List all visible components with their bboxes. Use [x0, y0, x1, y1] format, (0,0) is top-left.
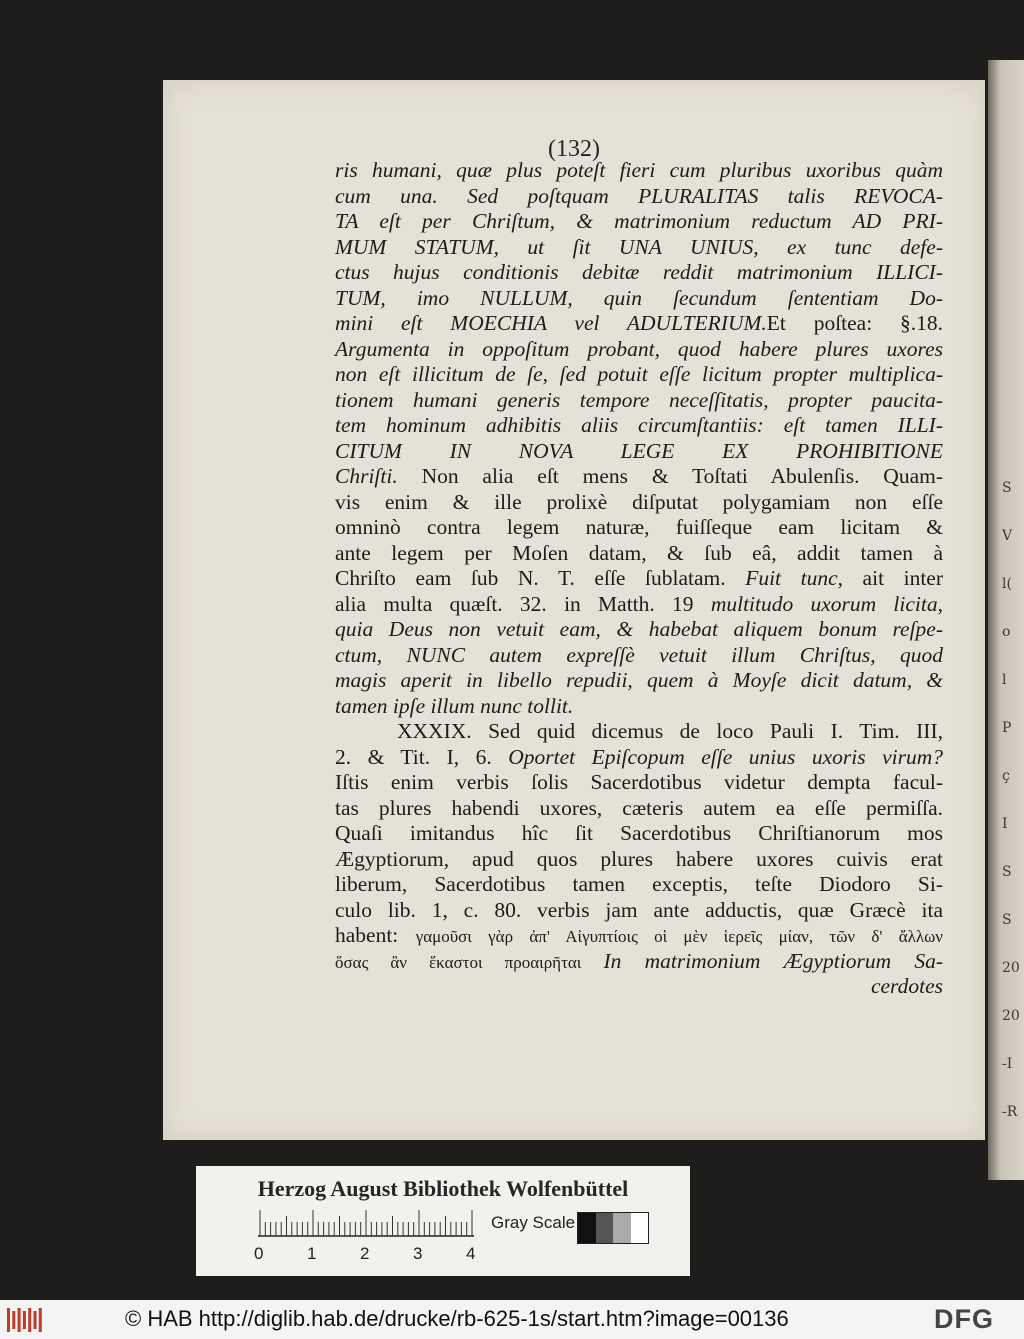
text-segment: tem hominum adhibitis aliis circumſtantiis: eſt tamen ILLI-: [335, 413, 943, 437]
text-segment: alia multa quæſt. 32. in Matth. 19: [335, 591, 711, 616]
color-reference-card: [196, 1166, 690, 1276]
logo-bar: [28, 1308, 31, 1332]
text-segment: γαμοῦσι γὰρ ἀπ' Αἰγυπτίοις οἱ μὲν ἱερεῖς μίαν, τῶν δ' ἄλλων: [415, 927, 943, 946]
adjacent-page-fragment: I: [1002, 816, 1008, 832]
text-line: [335, 668, 943, 694]
text-line: [335, 592, 943, 618]
text-segment: Et poſtea: §.18.: [766, 311, 943, 335]
text-segment: , ait inter: [837, 566, 944, 590]
text-segment: Argumenta in oppoſitum probant, quod habere plures uxores: [335, 336, 943, 361]
logo-bar: [34, 1311, 37, 1329]
adjacent-page-fragment: 20: [1002, 1008, 1020, 1024]
ruler-labels: [254, 1244, 484, 1264]
text-segment: Oportet Epiſcopum eſſe unius uxoris virum?: [508, 744, 943, 769]
text-segment: 2. & Tit. I, 6.: [335, 744, 509, 769]
adjacent-page-fragment: l: [1002, 672, 1007, 688]
text-segment: Ægyptiorum, apud quos plures habere uxores cuivis erat: [335, 846, 943, 871]
text-segment: ante legem per Moſen datam, & ſub eâ, addit tamen à: [335, 540, 943, 565]
text-line: [335, 464, 943, 490]
hab-logo-icon: [6, 1307, 44, 1333]
text-segment: Chriſti.: [335, 464, 398, 488]
text-segment: TUM, imo NULLUM, quin ſecundum ſententiam Do-: [335, 285, 943, 310]
text-line: [335, 413, 943, 439]
text-line: [335, 515, 943, 541]
text-segment: mini eſt MOECHIA vel ADULTERIUM.: [335, 311, 767, 335]
text-line: [335, 209, 943, 235]
text-line: [335, 923, 943, 949]
text-line: [335, 949, 943, 975]
text-segment: ctum, NUNC autem expreſſè vetuit illum Chriſtus, quod: [335, 642, 943, 667]
text-segment: TA eſt per Chriſtum, & matrimonium reductum AD PRI-: [335, 209, 943, 233]
logo-bar: [7, 1308, 10, 1332]
logo-bar: [39, 1308, 42, 1332]
text-segment: Quaſi imitandus hîc ſit Sacerdotibus Chriſtianorum mos: [335, 821, 943, 845]
text-line: [335, 362, 943, 388]
text-line: [335, 898, 943, 924]
text-segment: omninò contra legem naturæ, fuiſſeque eam licitam &: [335, 515, 943, 539]
adjacent-page-fragment: o: [1002, 624, 1011, 640]
ruler-label: 3: [413, 1244, 423, 1263]
adjacent-page-fragment: -R: [1002, 1104, 1018, 1120]
text-segment: tionem humani generis tempore neceſſitatis, propter paucita-: [335, 387, 943, 412]
text-line: [335, 872, 943, 898]
adjacent-page-edge: [988, 60, 1024, 1180]
text-segment: ctus hujus conditionis debitæ reddit matrimonium ILLICI-: [335, 260, 943, 284]
ruler-label: 2: [360, 1244, 370, 1263]
text-line: [335, 643, 943, 669]
adjacent-page-fragment: -I: [1002, 1056, 1013, 1072]
text-line: [335, 745, 943, 771]
adjacent-page-fragment: l(: [1002, 576, 1012, 592]
ruler-scale: [258, 1210, 474, 1238]
text-line: [335, 311, 943, 337]
adjacent-page-fragment: P: [1002, 720, 1012, 736]
dfg-logo: DFG: [934, 1304, 994, 1334]
text-line: [335, 184, 943, 210]
text-segment: liberum, Sacerdotibus tamen exceptis, teſte Diodoro Si-: [335, 872, 943, 896]
text-line: [335, 439, 943, 465]
text-segment: cerdotes: [870, 974, 943, 998]
copyright-url: © HAB http://diglib.hab.de/drucke/rb-625-1s/start.htm?image=00136: [125, 1306, 789, 1331]
adjacent-page-fragment: S: [1002, 864, 1012, 880]
text-segment: vis enim & ille prolixè diſputat polygamiam non eſſe: [335, 489, 943, 514]
ruler-label: 4: [466, 1244, 476, 1263]
text-segment: XXXIX. Sed quid dicemus de loco Pauli I. Tim. III,: [397, 719, 943, 743]
text-line: [335, 235, 943, 261]
text-segment: In matrimonium Ægyptiorum Sa-: [603, 948, 944, 973]
text-line: [335, 158, 943, 184]
text-segment: Fuit tunc: [745, 566, 838, 590]
adjacent-page-fragment: S: [1002, 912, 1012, 928]
ruler-label: 1: [307, 1244, 317, 1263]
text-segment: multitudo uxorum licita,: [710, 591, 943, 616]
text-segment: MUM STATUM, ut ſit UNA UNIUS, ex tunc defe-: [335, 234, 943, 259]
text-line: [335, 541, 943, 567]
text-segment: Iſtis enim verbis ſolis Sacerdotibus videtur dempta facul-: [335, 770, 943, 794]
text-line: [335, 388, 943, 414]
text-line: [335, 617, 943, 643]
ruler-label: 0: [254, 1244, 264, 1263]
text-line: [335, 490, 943, 516]
text-line: [335, 847, 943, 873]
text-segment: culo lib. 1, c. 80. verbis jam ante adductis, quæ Græcè ita: [335, 897, 943, 922]
logo-bar: [23, 1311, 26, 1329]
text-line: [335, 286, 943, 312]
text-segment: tamen ipſe illum nunc tollit.: [335, 693, 574, 718]
text-segment: quia Deus non vetuit eam, & habebat aliquem bonum reſpe-: [335, 617, 943, 641]
text-line: [335, 821, 943, 847]
page-text: [335, 158, 943, 1000]
adjacent-page-fragment: 20: [1002, 960, 1020, 976]
gray-scale-swatch: [577, 1212, 649, 1244]
page-number: (132): [548, 136, 600, 162]
text-segment: CITUM IN NOVA LEGE EX PROHIBITIONE: [335, 438, 943, 463]
text-line: [335, 694, 943, 720]
text-line: [335, 796, 943, 822]
text-line: [335, 770, 943, 796]
adjacent-page-fragment: V: [1002, 528, 1013, 544]
text-line: [335, 337, 943, 363]
text-segment: tas plures habendi uxores, cæteris autem ea eſſe permiſſa.: [335, 795, 943, 820]
gray-swatch-cell: [596, 1213, 614, 1243]
book-page: [163, 80, 985, 1140]
text-segment: habent:: [335, 923, 416, 947]
gray-scale-label: Gray Scale: [491, 1213, 576, 1232]
adjacent-page-fragment: S: [1002, 480, 1012, 496]
gray-swatch-cell: [613, 1213, 631, 1243]
text-segment: cum una. Sed poſtquam PLURALITAS talis REVOCA-: [335, 183, 943, 208]
text-segment: Chriſto eam ſub N. T. eſſe ſublatam.: [335, 566, 746, 590]
text-segment: ὅσας ἂν ἕκαστοι προαιρῆται: [335, 952, 604, 972]
library-name: Herzog August Bibliothek Wolfenbüttel: [257, 1176, 629, 1201]
adjacent-page-fragment: ç: [1002, 768, 1010, 784]
text-line: [335, 719, 943, 745]
text-line: [335, 260, 943, 286]
logo-bar: [12, 1311, 15, 1329]
text-line: [335, 566, 943, 592]
gray-swatch-cell: [578, 1213, 596, 1243]
text-segment: magis aperit in libello repudii, quem à Moyſe dicit datum, &: [335, 668, 943, 692]
footer-bar: [0, 1300, 1024, 1339]
gray-swatch-cell: [631, 1213, 649, 1243]
text-segment: Non alia eſt mens & Toſtati Abulenſis. Quam-: [397, 464, 943, 488]
logo-bar: [18, 1308, 21, 1332]
text-segment: ris humani, quæ plus poteſt fieri cum pluribus uxoribus quàm: [335, 158, 943, 182]
text-line: [335, 974, 943, 1000]
text-segment: non eſt illicitum de ſe, ſed potuit eſſe licitum propter multiplica-: [335, 362, 943, 386]
